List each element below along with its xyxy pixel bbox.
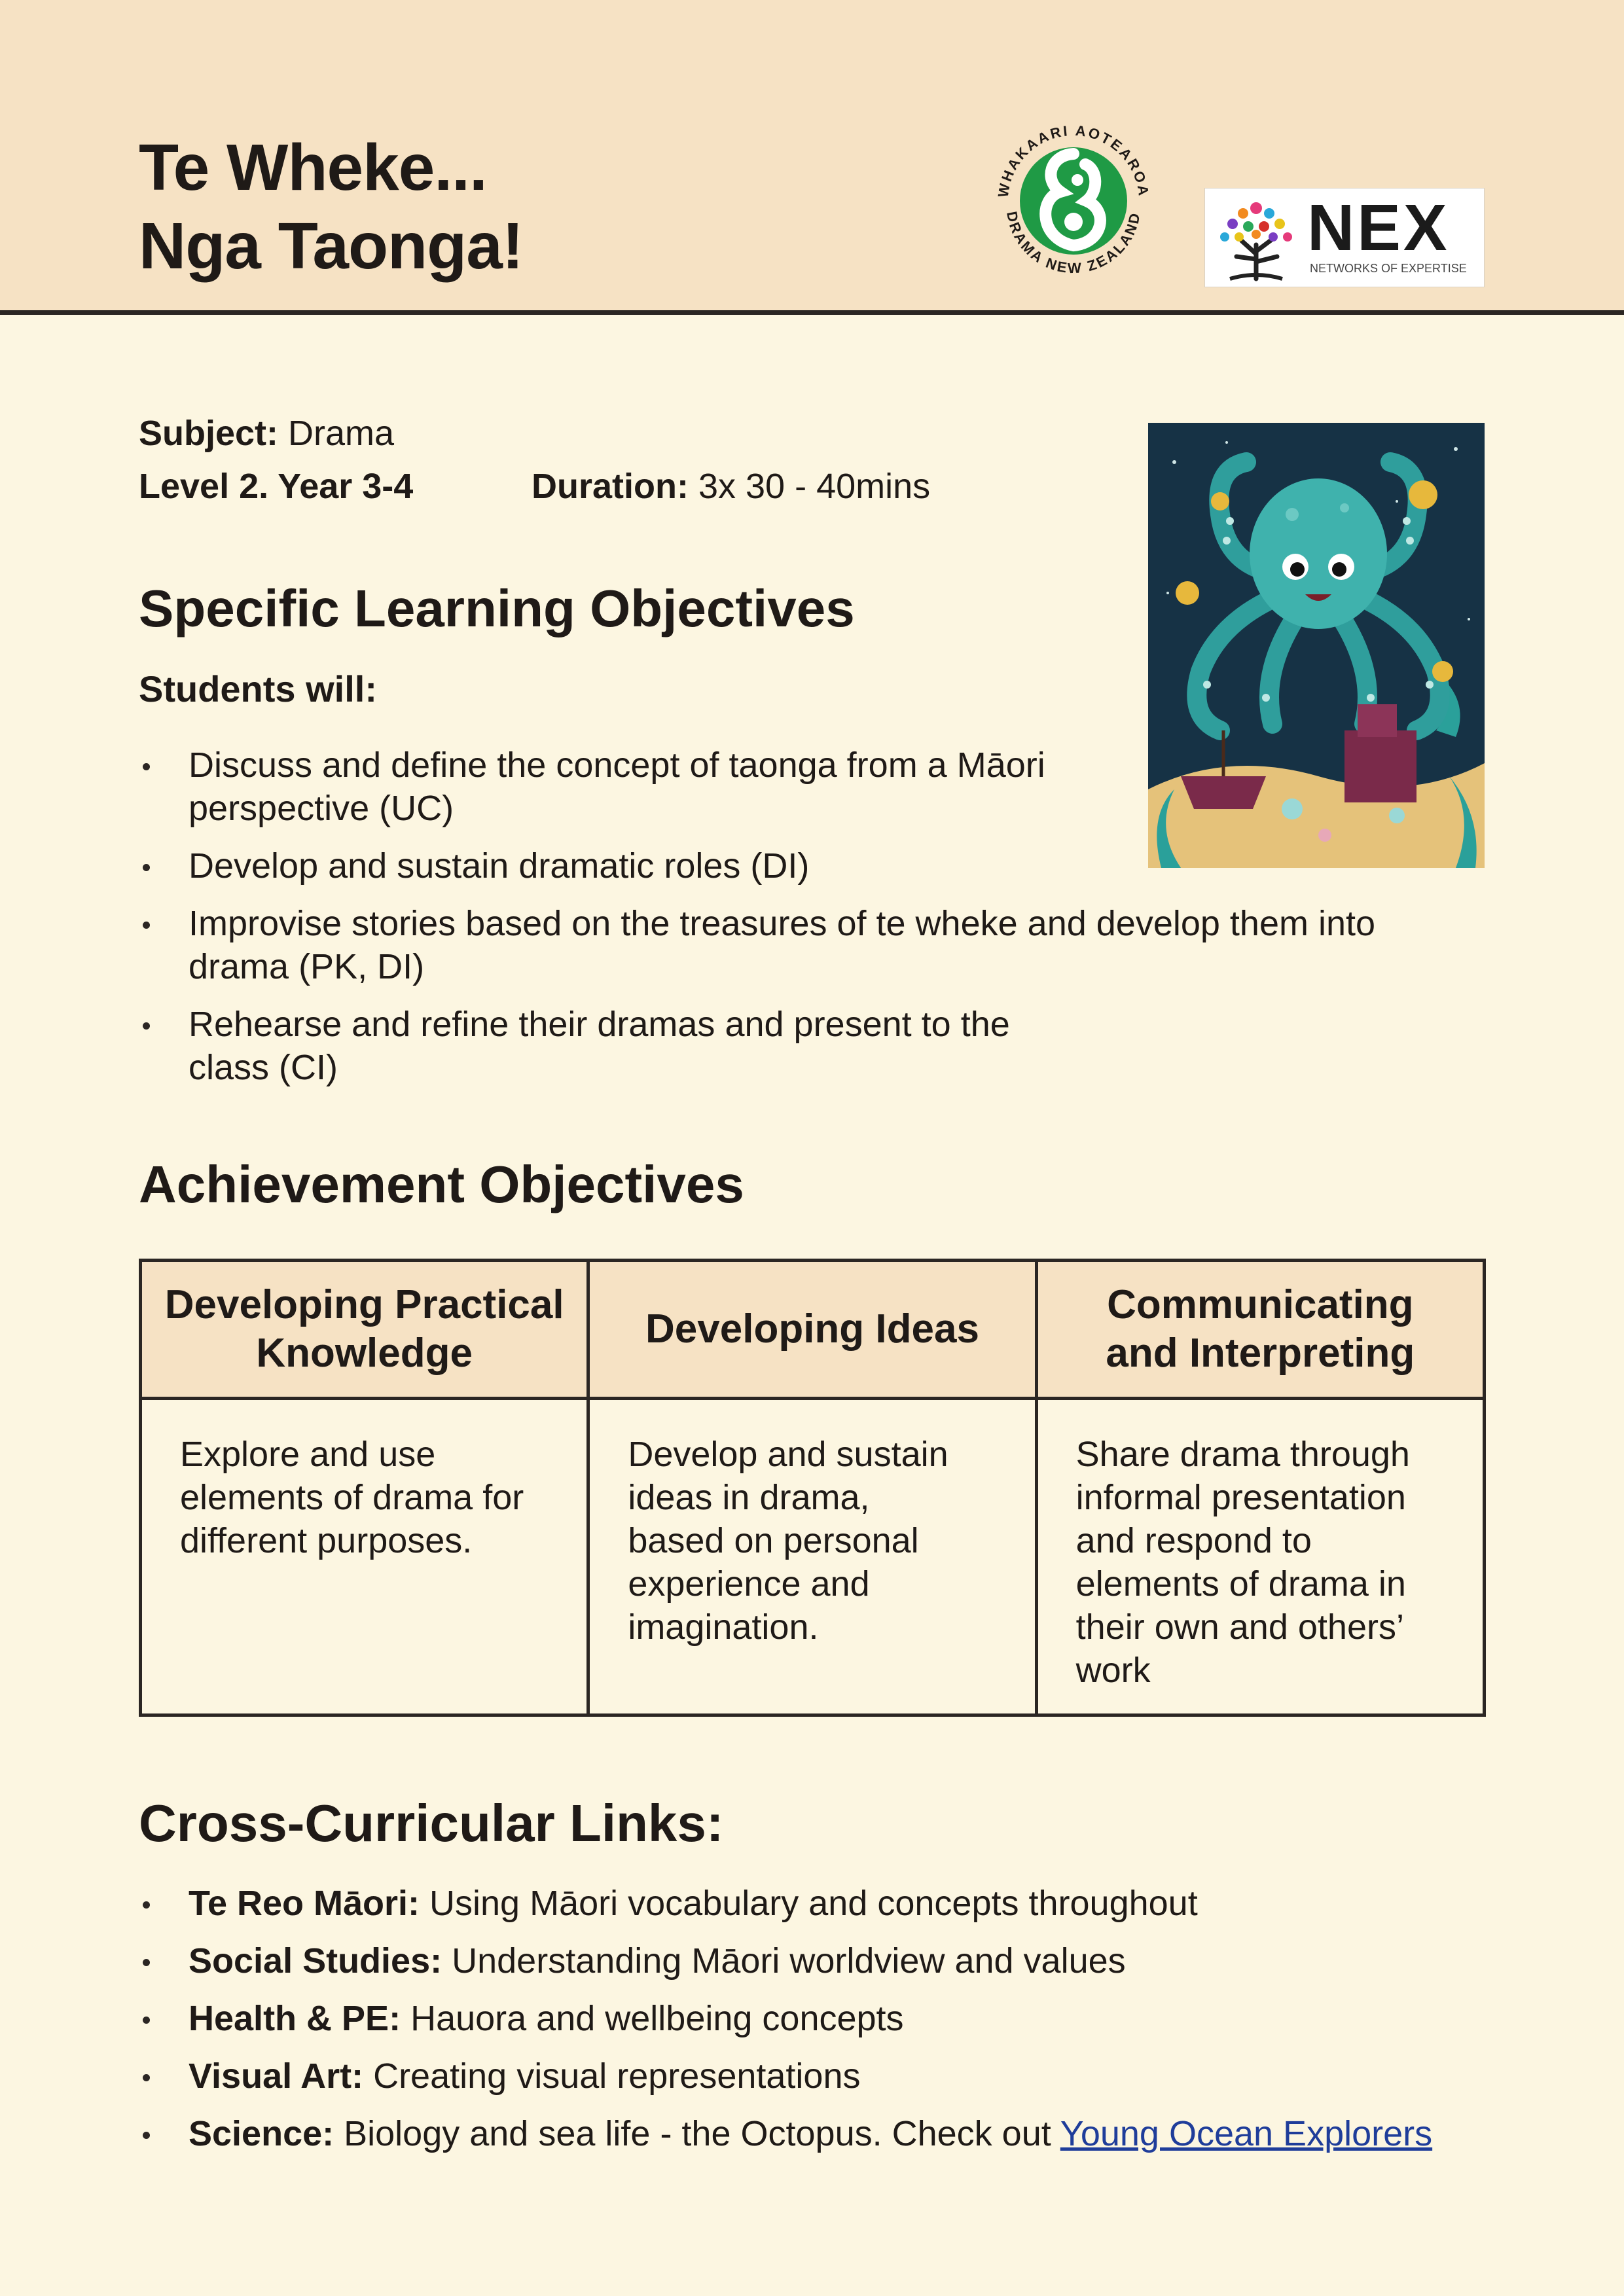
table-header-cell: Communicating and Interpreting [1036, 1261, 1484, 1399]
tree-icon [1210, 194, 1302, 281]
slo-heading: Specific Learning Objectives [139, 579, 855, 637]
links-list [139, 1882, 1432, 2155]
list-item: Science: Biology and sea life - the Octopus. Check out Young Ocean Explorers [139, 2112, 1432, 2155]
link-label: Science: [189, 2114, 334, 2153]
table-header-row [141, 1261, 1485, 1399]
list-item: Develop and sustain dramatic roles (DI) [139, 844, 1375, 888]
level-line [139, 465, 413, 507]
achievement-objectives-table [139, 1259, 1486, 1717]
page-title [139, 128, 523, 285]
dnz-logo-bottom-text: DRAMA NEW ZEALAND [1003, 209, 1144, 277]
list-item: Improvise stories based on the treasures of te wheke and develop them into drama (PK, DI) [139, 902, 1375, 988]
link-label: Social Studies: [189, 1941, 442, 1981]
header-banner [0, 0, 1624, 315]
duration-value: 3x 30 - 40mins [698, 467, 931, 506]
subject-value: Drama [288, 414, 395, 453]
duration-line [532, 465, 930, 507]
table-row [141, 1399, 1485, 1715]
subject-line [139, 412, 394, 454]
nex-logo-word: NEX [1307, 191, 1450, 264]
level-label: Level 2. Year 3-4 [139, 467, 414, 506]
table-header-cell: Developing Practical Knowledge [141, 1261, 588, 1399]
ao-heading: Achievement Objectives [139, 1155, 744, 1213]
dnz-logo-top-text: WHAKAARI AOTEAROA [994, 122, 1153, 199]
link-label: Visual Art: [189, 2056, 364, 2096]
list-item: Visual Art: Creating visual representations [139, 2054, 1432, 2098]
young-ocean-explorers-link[interactable]: Young Ocean Explorers [1060, 2114, 1433, 2153]
links-heading: Cross-Curricular Links: [139, 1794, 724, 1852]
drama-nz-logo [987, 115, 1160, 287]
list-item: Health & PE: Hauora and wellbeing concepts [139, 1997, 1432, 2040]
table-cell: Develop and sustain ideas in drama, based on personal experience and imagination. [588, 1399, 1036, 1715]
list-item: Discuss and define the concept of taonga from a Māori perspective (UC) [139, 744, 1375, 830]
table-cell: Explore and use elements of drama for different purposes. [141, 1399, 588, 1715]
title-line-1: Te Wheke... [139, 131, 487, 204]
subject-label: Subject: [139, 414, 279, 453]
title-line-2: Nga Taonga! [139, 209, 524, 283]
link-label: Health & PE: [189, 1999, 401, 2038]
list-item: Te Reo Māori: Using Māori vocabulary and concepts throughout [139, 1882, 1432, 1925]
octopus-illustration [1148, 423, 1485, 868]
table-cell: Share drama through informal presentation and respond to elements of drama in their own and others’ work [1036, 1399, 1484, 1715]
nex-logo [1204, 188, 1485, 287]
link-label: Te Reo Māori: [189, 1884, 420, 1923]
table-header-cell: Developing Ideas [588, 1261, 1036, 1399]
list-item: Rehearse and refine their dramas and present to the class (CI) [139, 1003, 1375, 1089]
slo-intro: Students will: [139, 668, 377, 709]
duration-label: Duration: [532, 467, 689, 506]
list-item: Social Studies: Understanding Māori worldview and values [139, 1939, 1432, 1982]
nex-logo-subtitle: NETWORKS OF EXPERTISE [1310, 262, 1467, 275]
